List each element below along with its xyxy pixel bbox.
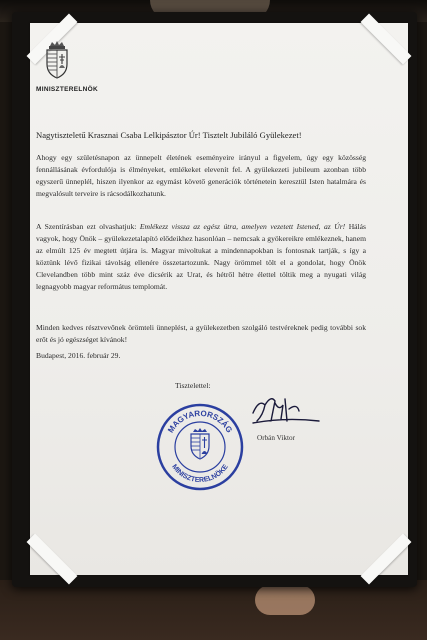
stamp-bottom-text: MINISZTERELNÖKE	[170, 463, 230, 485]
background-table	[0, 580, 427, 640]
stamp-top-text: MAGYARORSZÁG	[166, 408, 234, 435]
handwritten-signature	[245, 391, 325, 431]
official-stamp	[155, 402, 245, 492]
letter-date: Budapest, 2016. február 29.	[36, 351, 121, 360]
paragraph-3: Minden kedves résztvevőnek örömteli ünneplést, a gyülekezetben szolgáló testvéreknek pedig további sok erőt és jó egészséget kívánok!	[36, 323, 366, 344]
paragraph-2-rest: Hálás vagyok, hogy Önök – gyülekezetalapító elődeikhez hasonlóan – nemcsak a gyökereikre emlékeznek, hanem az elmúlt 125 év megtett útjára is. Magyar mivoltukat a mindennapokban is fontosnak tartják, s így a köztünk lévő fizikai távolság ellenére összetartozunk. Nagy örömmel tölt el a gondolat, hogy Önök Clevelandben több mint száz éve dicsérik az Urat, és hétről hétre élettel töltik meg a nyugati világ legnagyobb magyar református templomát.	[36, 222, 366, 291]
office-title: MINISZTERELNÖK	[36, 86, 98, 93]
salutation: Nagytiszteletű Krasznai Csaba Lelkipásztor Úr! Tisztelt Jubiláló Gyülekezet!	[36, 130, 302, 140]
letter-paper	[30, 23, 408, 575]
svg-text:MINISZTERELNÖKE	[170, 463, 230, 484]
paragraph-1: Ahogy egy születésnapon az ünnepelt életének eseményeire irányul a figyelem, úgy egy közösség fennállásának évfordulója is élményeket, emlékeket elevenít fel. A gyülekezeti jubileum azonban több egyszerű ünneplél, hiszen ilyenkor az egymást követő generációk történetein keresztül Isten hatalmára és megvalósult terveire is rácsodálkozhatunk.	[36, 153, 366, 198]
hungarian-coat-of-arms-icon	[42, 40, 72, 80]
signer-name: Orbán Viktor	[257, 434, 295, 442]
closing: Tisztelettel:	[175, 381, 211, 390]
scripture-quote: Emlékezz vissza az egész útra, amelyen vezetett Istened, az Úr!	[139, 222, 346, 231]
paragraph-2-lead: A Szentírásban ezt olvashatjuk:	[36, 222, 140, 231]
holding-finger	[255, 585, 315, 615]
stamp-crest-icon	[191, 428, 209, 459]
paragraph-2	[36, 221, 366, 293]
